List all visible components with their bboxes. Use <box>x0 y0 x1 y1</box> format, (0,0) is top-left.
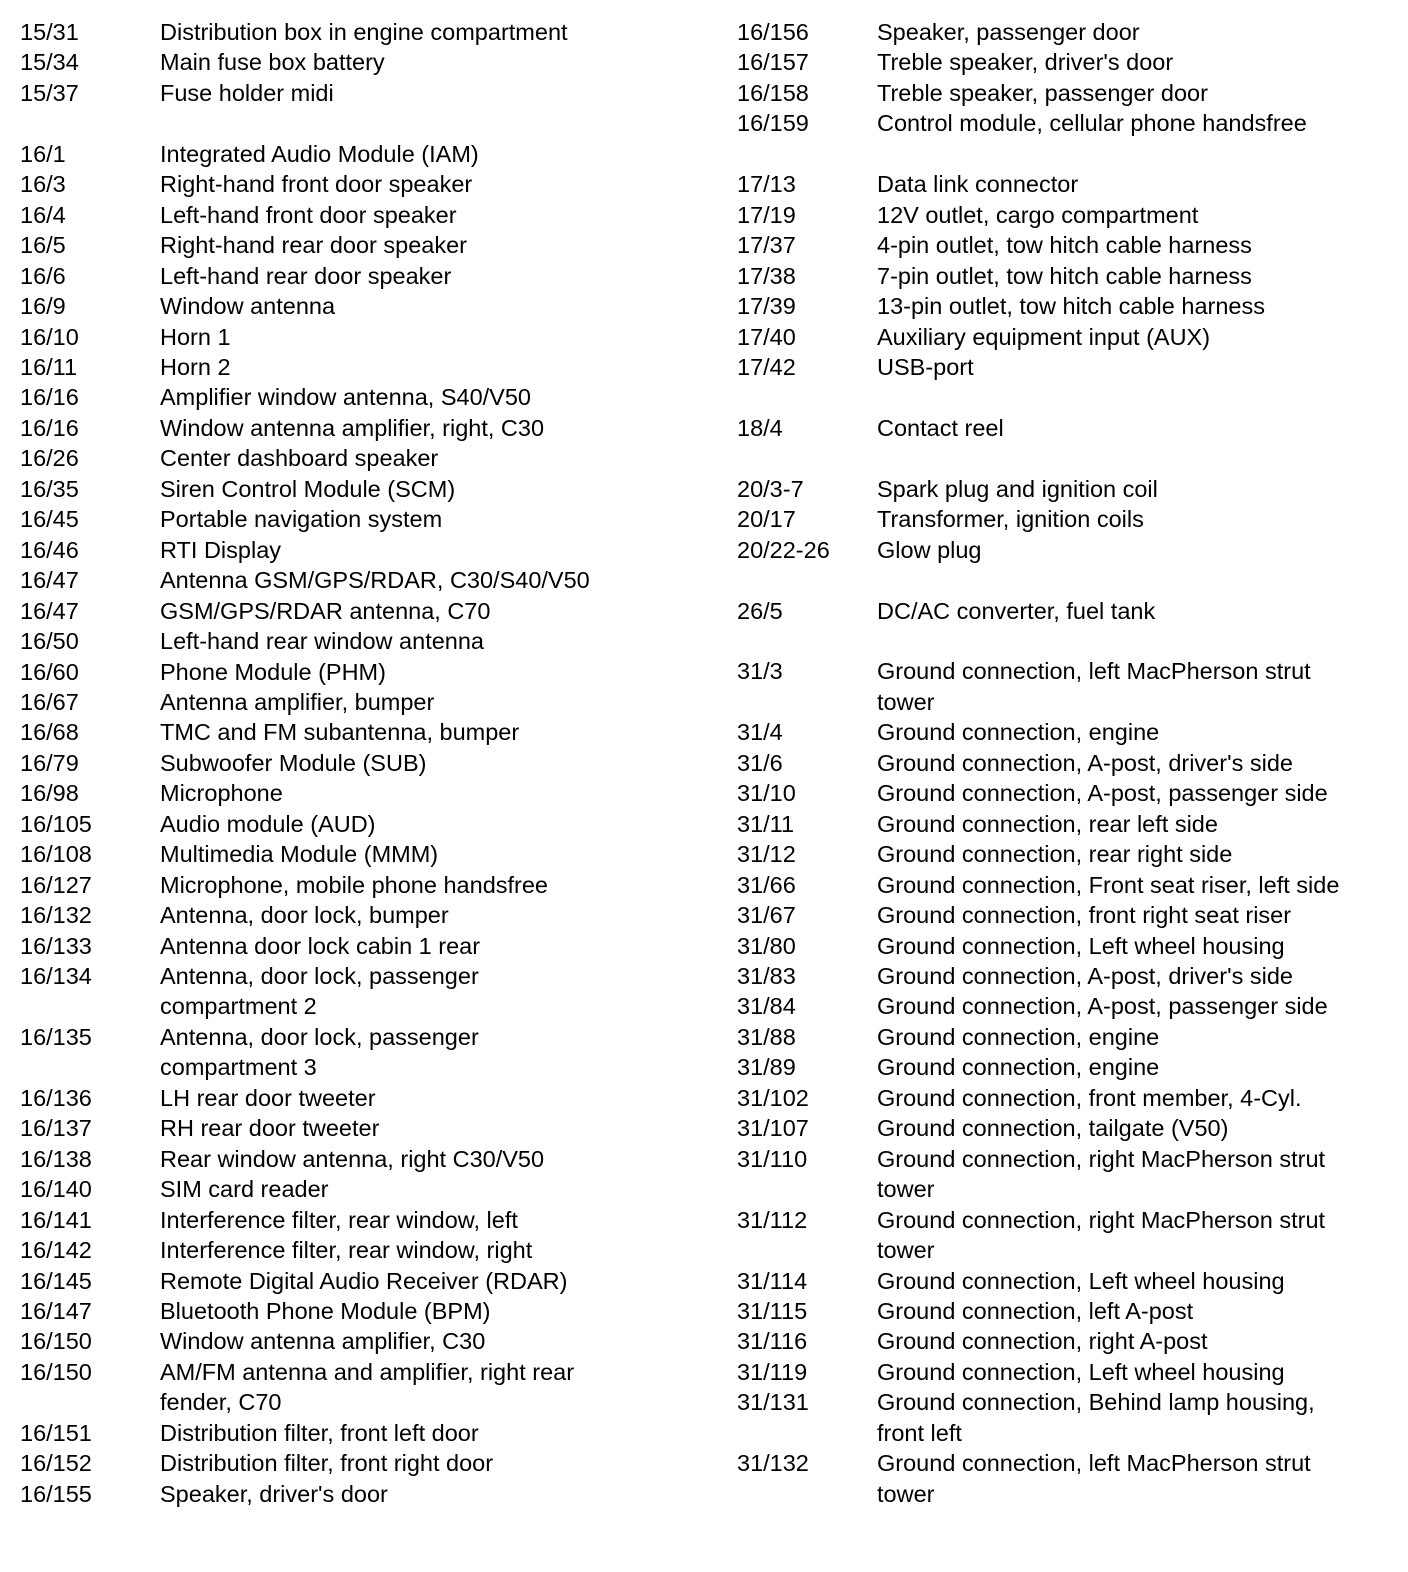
component-code: 17/13 <box>737 171 796 198</box>
component-code: 16/4 <box>20 201 66 228</box>
component-description: GSM/GPS/RDAR antenna, C70 <box>160 597 491 624</box>
component-row <box>20 809 720 839</box>
component-code: 26/5 <box>737 597 783 624</box>
component-row <box>20 1144 720 1174</box>
component-description: Ground connection, rear right side <box>877 841 1233 868</box>
component-row <box>20 717 720 747</box>
component-row <box>737 1296 1397 1326</box>
component-row <box>737 1022 1397 1052</box>
component-code: 16/45 <box>20 506 79 533</box>
component-code: 16/135 <box>20 1023 92 1050</box>
component-row <box>20 139 720 169</box>
component-code: 31/107 <box>737 1115 809 1142</box>
component-code: 16/1 <box>20 140 66 167</box>
component-code: 16/108 <box>20 841 92 868</box>
component-row <box>737 291 1397 321</box>
section-gap <box>737 565 1397 595</box>
component-row <box>737 1326 1397 1356</box>
component-code: 16/9 <box>20 293 66 320</box>
component-code: 16/156 <box>737 19 809 45</box>
component-row <box>20 778 720 808</box>
component-row <box>737 1387 1397 1448</box>
component-code: 31/66 <box>737 871 796 898</box>
component-code: 16/47 <box>20 567 79 594</box>
component-description: Interference filter, rear window, left <box>160 1206 518 1233</box>
component-description: Ground connection, A-post, driver's side <box>877 962 1293 989</box>
component-description: Right-hand front door speaker <box>160 171 473 198</box>
component-code: 20/3-7 <box>737 475 804 502</box>
component-description: Ground connection, left MacPherson strut tower <box>877 1450 1311 1507</box>
component-row <box>20 1083 720 1113</box>
component-description: Horn 2 <box>160 353 231 380</box>
component-code: 16/147 <box>20 1298 92 1325</box>
component-description: USB-port <box>877 353 974 380</box>
component-row <box>737 535 1397 565</box>
component-row <box>737 413 1397 443</box>
component-description: Auxiliary equipment input (AUX) <box>877 323 1211 350</box>
component-row <box>737 1113 1397 1143</box>
component-code: 16/150 <box>20 1328 92 1355</box>
component-description: Phone Module (PHM) <box>160 658 386 685</box>
component-description: Left-hand rear window antenna <box>160 628 484 655</box>
component-description: Spark plug and ignition coil <box>877 475 1158 502</box>
component-description: Antenna, door lock, passenger compartment 2 <box>160 963 479 1020</box>
component-code: 17/40 <box>737 323 796 350</box>
component-description: Treble speaker, driver's door <box>877 49 1174 76</box>
component-description: Center dashboard speaker <box>160 445 439 472</box>
component-row <box>20 291 720 321</box>
component-row <box>20 870 720 900</box>
component-row <box>20 230 720 260</box>
component-row <box>20 596 720 626</box>
component-row <box>20 474 720 504</box>
component-code: 31/110 <box>737 1145 808 1172</box>
component-code: 16/159 <box>737 110 809 137</box>
component-row <box>20 931 720 961</box>
component-row <box>20 1205 720 1235</box>
component-code: 16/142 <box>20 1237 92 1264</box>
component-row <box>737 870 1397 900</box>
component-row <box>737 778 1397 808</box>
component-code: 31/131 <box>737 1389 809 1416</box>
component-row <box>737 961 1397 991</box>
component-code: 16/50 <box>20 628 79 655</box>
component-description: Integrated Audio Module (IAM) <box>160 140 479 167</box>
component-row <box>737 1205 1397 1266</box>
component-code: 31/12 <box>737 841 796 868</box>
component-row <box>737 656 1397 717</box>
component-code: 31/67 <box>737 902 796 929</box>
component-row <box>20 535 720 565</box>
component-row <box>737 47 1397 77</box>
component-code: 16/16 <box>20 414 79 441</box>
component-description: Antenna amplifier, bumper <box>160 688 435 715</box>
component-code: 16/6 <box>20 262 66 289</box>
component-description: Microphone <box>160 780 283 807</box>
component-description: DC/AC converter, fuel tank <box>877 597 1156 624</box>
component-row <box>20 1448 720 1478</box>
component-description: Ground connection, engine <box>877 719 1160 746</box>
component-code: 31/88 <box>737 1023 796 1050</box>
component-row <box>737 991 1397 1021</box>
component-description: Rear window antenna, right C30/V50 <box>160 1145 545 1172</box>
component-row <box>20 1296 720 1326</box>
component-row <box>20 839 720 869</box>
component-code: 16/136 <box>20 1084 92 1111</box>
component-row <box>737 78 1397 108</box>
component-description: Speaker, driver's door <box>160 1480 388 1507</box>
component-description: Transformer, ignition coils <box>877 506 1144 533</box>
component-row <box>20 78 720 108</box>
component-description: Data link connector <box>877 171 1079 198</box>
component-description: Interference filter, rear window, right <box>160 1237 533 1264</box>
component-code: 16/105 <box>20 810 92 837</box>
component-row <box>20 900 720 930</box>
section-gap <box>737 139 1397 169</box>
component-row <box>737 1052 1397 1082</box>
component-description: Antenna GSM/GPS/RDAR, C30/S40/V50 <box>160 567 590 594</box>
component-row <box>20 1235 720 1265</box>
component-description: Distribution filter, front left door <box>160 1419 479 1446</box>
component-code: 16/10 <box>20 323 79 350</box>
component-description: Horn 1 <box>160 323 231 350</box>
component-description: Ground connection, A-post, driver's side <box>877 749 1293 776</box>
component-description: Ground connection, Left wheel housing <box>877 1358 1285 1385</box>
component-row <box>20 200 720 230</box>
component-row <box>20 1266 720 1296</box>
component-description: Glow plug <box>877 536 982 563</box>
component-description: Ground connection, Left wheel housing <box>877 1267 1285 1294</box>
component-description: RTI Display <box>160 536 282 563</box>
component-description: Ground connection, engine <box>877 1054 1160 1081</box>
component-description: Siren Control Module (SCM) <box>160 475 456 502</box>
component-description: Ground connection, rear left side <box>877 810 1218 837</box>
component-row <box>737 1083 1397 1113</box>
component-row <box>20 1174 720 1204</box>
component-description: Left-hand front door speaker <box>160 201 457 228</box>
component-code: 16/157 <box>737 49 809 76</box>
component-row <box>737 839 1397 869</box>
component-description: Multimedia Module (MMM) <box>160 841 439 868</box>
component-code: 31/116 <box>737 1328 808 1355</box>
component-description: Amplifier window antenna, S40/V50 <box>160 384 531 411</box>
component-code: 20/22-26 <box>737 536 830 563</box>
component-row <box>20 443 720 473</box>
component-row <box>20 322 720 352</box>
component-code: 16/35 <box>20 475 79 502</box>
component-code: 16/151 <box>20 1419 92 1446</box>
component-code: 31/80 <box>737 932 796 959</box>
component-description: Microphone, mobile phone handsfree <box>160 871 549 898</box>
component-row <box>737 108 1397 138</box>
component-description: Antenna door lock cabin 1 rear <box>160 932 481 959</box>
component-row <box>737 931 1397 961</box>
component-description: Window antenna <box>160 293 336 320</box>
component-row <box>737 1266 1397 1296</box>
component-code: 16/60 <box>20 658 79 685</box>
component-code: 16/155 <box>20 1480 92 1507</box>
component-code: 31/119 <box>737 1358 808 1385</box>
section-gap <box>737 626 1397 656</box>
component-code: 31/4 <box>737 719 783 746</box>
component-description: Audio module (AUD) <box>160 810 376 837</box>
component-row <box>737 809 1397 839</box>
component-code: 31/11 <box>737 810 795 837</box>
component-description: Ground connection, right A-post <box>877 1328 1208 1355</box>
component-description: Ground connection, engine <box>877 1023 1160 1050</box>
component-code: 16/138 <box>20 1145 92 1172</box>
component-row <box>20 1326 720 1356</box>
component-description: Distribution box in engine compartment <box>160 19 568 45</box>
component-code: 16/3 <box>20 171 66 198</box>
component-code: 31/132 <box>737 1450 809 1477</box>
component-description: Window antenna amplifier, right, C30 <box>160 414 545 441</box>
component-code: 16/150 <box>20 1358 92 1385</box>
component-row <box>20 504 720 534</box>
component-code: 16/152 <box>20 1450 92 1477</box>
component-description: Ground connection, Left wheel housing <box>877 932 1285 959</box>
component-row <box>737 322 1397 352</box>
component-row <box>20 17 720 47</box>
component-code: 15/31 <box>20 19 79 45</box>
component-description: Treble speaker, passenger door <box>877 79 1208 106</box>
component-code: 16/133 <box>20 932 92 959</box>
component-code: 18/4 <box>737 414 783 441</box>
component-code: 16/141 <box>20 1206 92 1233</box>
component-description: Ground connection, Behind lamp housing, front left <box>877 1389 1315 1446</box>
component-code: 31/89 <box>737 1054 796 1081</box>
section-gap <box>737 382 1397 412</box>
component-description: Ground connection, front right seat riser <box>877 902 1292 929</box>
component-row <box>20 1357 720 1418</box>
component-code: 31/114 <box>737 1267 808 1294</box>
component-row <box>737 169 1397 199</box>
section-gap <box>737 443 1397 473</box>
component-description: 13-pin outlet, tow hitch cable harness <box>877 293 1265 320</box>
component-row <box>737 748 1397 778</box>
component-row <box>737 230 1397 260</box>
component-code: 31/6 <box>737 749 783 776</box>
component-description: 7-pin outlet, tow hitch cable harness <box>877 262 1252 289</box>
component-description: TMC and FM subantenna, bumper <box>160 719 520 746</box>
component-description: Distribution filter, front right door <box>160 1450 494 1477</box>
component-row <box>737 717 1397 747</box>
component-row <box>20 352 720 382</box>
component-description: AM/FM antenna and amplifier, right rear fender, C70 <box>160 1358 575 1416</box>
component-description: Antenna, door lock, bumper <box>160 902 449 929</box>
component-description: Subwoofer Module (SUB) <box>160 749 427 776</box>
component-code: 16/158 <box>737 79 809 106</box>
component-row <box>737 504 1397 534</box>
component-description: Ground connection, front member, 4-Cyl. <box>877 1084 1302 1111</box>
component-code: 17/39 <box>737 293 796 320</box>
component-row <box>737 596 1397 626</box>
component-code: 15/34 <box>20 49 79 76</box>
component-row <box>20 657 720 687</box>
component-description: Speaker, passenger door <box>877 19 1140 45</box>
component-description: Ground connection, left MacPherson strut tower <box>877 658 1311 715</box>
component-row <box>20 169 720 199</box>
component-code: 31/102 <box>737 1084 809 1111</box>
component-description: SIM card reader <box>160 1176 329 1203</box>
component-row <box>20 748 720 778</box>
component-description: Fuse holder midi <box>160 79 334 106</box>
component-code: 31/3 <box>737 658 783 685</box>
component-row <box>737 352 1397 382</box>
component-row <box>20 382 720 412</box>
component-code: 31/10 <box>737 780 796 807</box>
component-code: 16/132 <box>20 902 92 929</box>
component-row <box>737 200 1397 230</box>
component-description: RH rear door tweeter <box>160 1115 380 1142</box>
component-description: Ground connection, tailgate (V50) <box>877 1115 1229 1142</box>
component-row <box>737 1448 1397 1509</box>
component-row <box>737 261 1397 291</box>
component-code: 16/140 <box>20 1176 92 1203</box>
component-description: 4-pin outlet, tow hitch cable harness <box>877 232 1252 259</box>
component-row <box>737 1144 1397 1205</box>
component-code: 16/46 <box>20 536 79 563</box>
component-description: Ground connection, A-post, passenger side <box>877 993 1328 1020</box>
component-row <box>20 47 720 77</box>
component-code: 17/19 <box>737 201 796 228</box>
component-row <box>20 565 720 595</box>
component-description: Remote Digital Audio Receiver (RDAR) <box>160 1267 568 1294</box>
component-code: 16/79 <box>20 749 79 776</box>
component-row <box>20 1479 720 1509</box>
component-row <box>737 17 1397 47</box>
component-list-left <box>20 17 720 1509</box>
component-row <box>20 961 720 1022</box>
component-code: 16/26 <box>20 445 79 472</box>
component-description: Bluetooth Phone Module (BPM) <box>160 1298 491 1325</box>
component-code: 31/115 <box>737 1297 808 1324</box>
component-description: 12V outlet, cargo compartment <box>877 201 1199 228</box>
component-code: 31/83 <box>737 962 796 989</box>
component-code: 16/145 <box>20 1267 92 1294</box>
component-code: 16/47 <box>20 597 79 624</box>
component-row <box>20 261 720 291</box>
component-description: Control module, cellular phone handsfree <box>877 110 1307 137</box>
component-description: Portable navigation system <box>160 506 443 533</box>
component-description: Window antenna amplifier, C30 <box>160 1328 486 1355</box>
component-description: Ground connection, Front seat riser, left side <box>877 871 1340 898</box>
component-description: Ground connection, right MacPherson strut tower <box>877 1206 1326 1264</box>
component-row <box>737 474 1397 504</box>
component-code: 16/5 <box>20 232 66 259</box>
component-description: Ground connection, left A-post <box>877 1297 1194 1324</box>
component-code: 17/42 <box>737 353 796 380</box>
component-row <box>737 900 1397 930</box>
component-description: Main fuse box battery <box>160 49 385 76</box>
component-row <box>20 626 720 656</box>
component-description: Right-hand rear door speaker <box>160 232 467 259</box>
component-code: 16/127 <box>20 871 92 898</box>
component-description: Left-hand rear door speaker <box>160 262 452 289</box>
component-code: 16/11 <box>20 353 78 380</box>
component-code: 17/37 <box>737 232 796 259</box>
component-row <box>20 687 720 717</box>
component-description: Antenna, door lock, passenger compartment 3 <box>160 1023 479 1081</box>
component-code: 31/84 <box>737 993 796 1020</box>
component-code: 31/112 <box>737 1206 808 1233</box>
component-description: Ground connection, A-post, passenger side <box>877 780 1328 807</box>
component-code: 16/134 <box>20 963 92 990</box>
component-code: 16/68 <box>20 719 79 746</box>
component-code: 17/38 <box>737 262 796 289</box>
section-gap <box>20 108 720 138</box>
component-description: Ground connection, right MacPherson strut tower <box>877 1145 1326 1203</box>
component-code: 16/67 <box>20 688 79 715</box>
component-row <box>20 1418 720 1448</box>
component-code: 16/98 <box>20 780 79 807</box>
component-code: 16/16 <box>20 384 79 411</box>
component-code: 16/137 <box>20 1115 92 1142</box>
component-row <box>20 1022 720 1083</box>
component-code: 20/17 <box>737 506 796 533</box>
component-list-right <box>737 17 1397 1509</box>
component-code: 15/37 <box>20 79 79 106</box>
component-row <box>737 1357 1397 1387</box>
component-row <box>20 1113 720 1143</box>
component-description: Contact reel <box>877 414 1004 441</box>
component-description: LH rear door tweeter <box>160 1084 376 1111</box>
component-row <box>20 413 720 443</box>
